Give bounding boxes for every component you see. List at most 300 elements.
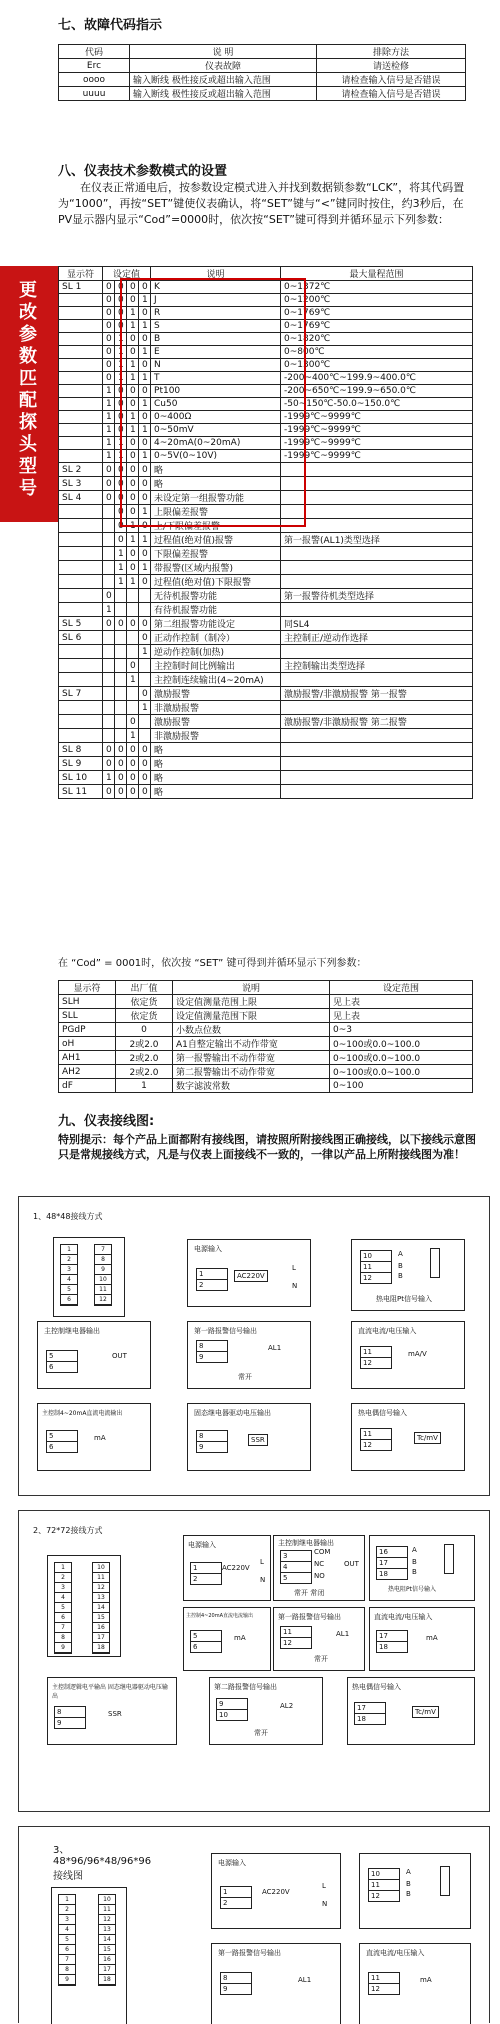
range-cell	[281, 603, 473, 617]
table-row	[59, 1037, 473, 1051]
cell: 请检查输入信号是否错误	[317, 87, 466, 101]
col-header: 显示符	[59, 981, 116, 995]
dc-input-diagram: 直流电流/电压输入 11 12 mA	[359, 1943, 471, 2024]
range-cell	[281, 561, 473, 575]
signal-label: Tc/mV	[414, 1432, 441, 1444]
cell: PGdP	[59, 1023, 116, 1037]
setting-digit: 0	[127, 617, 139, 631]
description-cell: R	[151, 307, 281, 320]
setting-digit	[103, 715, 115, 729]
setting-digit: 0	[139, 575, 151, 589]
display-symbol	[59, 307, 103, 320]
setting-digit: 0	[115, 617, 127, 631]
terminal-strip-right: 10 11 12 13 14 15 16 17 18	[98, 1894, 116, 1986]
alarm-output-diagram: 第一路报警信号输出 8 9 AL1	[211, 1943, 341, 2024]
setting-digit: 0	[139, 771, 151, 785]
setting-digit	[103, 631, 115, 645]
rtd-input-diagram: 10 11 12 A B B 热电阻Pt信号输入	[351, 1239, 465, 1311]
setting-digit	[115, 673, 127, 687]
setting-digit	[139, 603, 151, 617]
col-header: 说明	[173, 981, 330, 995]
terminal: 11 12	[280, 1626, 312, 1649]
display-symbol	[59, 603, 103, 617]
display-symbol: SL 6	[59, 631, 103, 645]
setting-digit: 0	[115, 398, 127, 411]
col-header: 出厂值	[116, 981, 173, 995]
cell: 请送检修	[317, 59, 466, 73]
setting-digit: 0	[115, 385, 127, 398]
setting-digit	[103, 561, 115, 575]
display-symbol	[59, 533, 103, 547]
setting-digit: 1	[139, 320, 151, 333]
description-cell: 下限偏差报警	[151, 547, 281, 561]
cell: AH2	[59, 1065, 116, 1079]
setting-digit: 0	[139, 547, 151, 561]
terminal: 5 6	[46, 1430, 78, 1453]
setting-digit	[103, 659, 115, 673]
setting-digit: 0	[127, 491, 139, 505]
setting-digit: 1	[127, 424, 139, 437]
display-symbol	[59, 729, 103, 743]
setting-digit: 0	[103, 757, 115, 771]
table-row	[59, 631, 473, 645]
setting-digit: 0	[103, 307, 115, 320]
table-row	[59, 1065, 473, 1079]
setting-digit: 0	[139, 477, 151, 491]
col-header: 设定范围	[330, 981, 473, 995]
setting-digit: 0	[139, 307, 151, 320]
setting-digit	[115, 645, 127, 659]
setting-digit: 0	[115, 281, 127, 294]
dc-input-diagram	[351, 1321, 465, 1389]
cell: 小数点位数	[173, 1023, 330, 1037]
description-cell: 无待机报警功能	[151, 589, 281, 603]
setting-digit: 0	[127, 743, 139, 757]
description-cell: 0~5V(0~10V)	[151, 450, 281, 463]
setting-digit	[115, 701, 127, 715]
setting-digit	[127, 645, 139, 659]
setting-digit	[127, 687, 139, 701]
setting-digit: 0	[139, 463, 151, 477]
setting-digit	[115, 715, 127, 729]
cell: oH	[59, 1037, 116, 1051]
display-symbol	[59, 320, 103, 333]
table-row	[59, 729, 473, 743]
setting-digit	[115, 631, 127, 645]
fault-table	[58, 44, 466, 101]
setting-digit: 1	[127, 359, 139, 372]
diagram-title: 第一路报警信号输出	[278, 1613, 341, 1621]
diagram-caption: 热电阻Pt信号输入	[376, 1295, 432, 1303]
panel-title: 1、48*48接线方式	[33, 1212, 103, 1221]
signal-label: mA/V	[408, 1350, 427, 1358]
setting-digit: 0	[103, 477, 115, 491]
description-cell: 过程值(绝对值)下限报警	[151, 575, 281, 589]
power-input-diagram	[187, 1239, 311, 1307]
terminal-strip-left: 1 2 3 4 5 6 7 8 9	[58, 1894, 76, 1986]
table-row	[59, 785, 473, 799]
setting-digit: 1	[139, 450, 151, 463]
setting-digit: 0	[127, 715, 139, 729]
setting-digit	[127, 701, 139, 715]
resistor-icon	[430, 1248, 440, 1278]
setting-digit: 1	[127, 533, 139, 547]
description-cell: J	[151, 294, 281, 307]
display-symbol	[59, 450, 103, 463]
terminal: 9 10	[216, 1698, 248, 1721]
setting-digit	[139, 589, 151, 603]
setting-digit: 0	[139, 359, 151, 372]
table-row	[59, 757, 473, 771]
range-cell	[281, 477, 473, 491]
resistor-icon	[444, 1544, 454, 1574]
cell: uuuu	[59, 87, 130, 101]
setting-digit: 0	[139, 437, 151, 450]
terminal-strip-right: 10 11 12 13 14 15 16 17 18	[92, 1562, 110, 1654]
resistor-icon	[440, 1866, 450, 1896]
description-cell: E	[151, 346, 281, 359]
description-cell: 主控制连续输出(4~20mA)	[151, 673, 281, 687]
cell: 见上表	[330, 1009, 473, 1023]
thermocouple-input-diagram: 热电偶信号输入 17 18 Tc/mV	[347, 1677, 475, 1745]
terminal: 10 11 12	[360, 1250, 392, 1284]
setting-digit: 0	[115, 533, 127, 547]
setting-digit: 0	[127, 547, 139, 561]
col-header: 代码	[59, 45, 130, 59]
cell: SLH	[59, 995, 116, 1009]
line-label: L	[292, 1264, 296, 1272]
description-cell: 第二组报警功能设定	[151, 617, 281, 631]
relay-output-diagram: 主控制继电器输出 3 4 5 COM NC NO OUT 常开 常闭	[273, 1535, 365, 1601]
setting-digit	[103, 687, 115, 701]
table-row	[59, 673, 473, 687]
range-cell	[281, 491, 473, 505]
diagram-title: 直流电流/电压输入	[358, 1327, 417, 1335]
setting-digit	[115, 589, 127, 603]
diagram-caption: 常开 常闭	[294, 1589, 325, 1597]
table-row	[59, 715, 473, 729]
dc-input-diagram: 直流电流/电压输入 17 18 mA	[369, 1607, 475, 1671]
cell: 设定值测量范围上限	[173, 995, 330, 1009]
description-cell: 主控制时间比例输出	[151, 659, 281, 673]
setting-digit: 1	[115, 561, 127, 575]
range-cell: -1999℃~9999℃	[281, 437, 473, 450]
cell: AH1	[59, 1051, 116, 1065]
display-symbol	[59, 547, 103, 561]
range-cell	[281, 547, 473, 561]
setting-digit	[115, 687, 127, 701]
table-row	[59, 687, 473, 701]
thermocouple-input-diagram	[351, 1403, 465, 1471]
setting-digit	[139, 729, 151, 743]
range-cell: -50~150℃-50.0~150.0℃	[281, 398, 473, 411]
diagram-title: 直流电流/电压输入	[374, 1613, 433, 1621]
setting-digit: 0	[127, 659, 139, 673]
power-input-diagram: 电源输入 1 2 AC220V L N	[211, 1853, 341, 1929]
cell: 0~100或0.0~100.0	[330, 1065, 473, 1079]
rtd-input-diagram: 16 17 18 A B B 热电阻Pt信号输入	[369, 1535, 475, 1601]
setting-digit: 1	[115, 346, 127, 359]
setting-digit: 1	[103, 450, 115, 463]
setting-digit: 0	[115, 785, 127, 799]
setting-digit: 0	[115, 505, 127, 519]
setting-digit	[115, 729, 127, 743]
diagram-title: 主控制4~20mA直流电流输出	[42, 1410, 123, 1417]
table-row	[59, 533, 473, 547]
terminal: 8 9	[54, 1706, 86, 1729]
setting-digit	[127, 631, 139, 645]
setting-digit: 0	[139, 411, 151, 424]
display-symbol	[59, 333, 103, 346]
range-cell	[281, 575, 473, 589]
setting-digit	[115, 603, 127, 617]
range-cell	[281, 701, 473, 715]
cell: 第一报警输出不动作带宽	[173, 1051, 330, 1065]
setting-digit: 0	[115, 424, 127, 437]
setting-digit	[103, 547, 115, 561]
setting-digit: 1	[127, 411, 139, 424]
display-symbol	[59, 561, 103, 575]
description-cell: 略	[151, 463, 281, 477]
setting-digit: 0	[127, 398, 139, 411]
setting-digit: 0	[115, 477, 127, 491]
cell: 0~100或0.0~100.0	[330, 1037, 473, 1051]
display-symbol	[59, 505, 103, 519]
table-row	[59, 1079, 473, 1093]
setting-digit: 1	[139, 346, 151, 359]
description-cell: 略	[151, 785, 281, 799]
setting-digit: 0	[139, 617, 151, 631]
cell: 依定货	[116, 995, 173, 1009]
setting-digit: 1	[103, 385, 115, 398]
range-cell: 激励报警/非激励报警 第一报警	[281, 687, 473, 701]
table-row	[59, 1009, 473, 1023]
rtd-input-diagram: 10 11 12 A B B	[359, 1853, 471, 1929]
cell: 输入断线 极性接反或超出输入范围	[130, 87, 317, 101]
wiring-panel-48x96	[18, 1826, 490, 2023]
range-cell: 0~1372℃	[281, 281, 473, 294]
neutral-label: N	[292, 1282, 298, 1290]
range-cell: 主控制输出类型选择	[281, 659, 473, 673]
description-cell: K	[151, 281, 281, 294]
setting-digit: 1	[139, 294, 151, 307]
terminal: 17 18	[376, 1630, 408, 1653]
range-cell: 第一报警待机类型选择	[281, 589, 473, 603]
setting-digit: 1	[103, 411, 115, 424]
diagram-title: 主控制4~20mA直流电流输出	[186, 1613, 254, 1619]
terminal: 17 18	[354, 1702, 386, 1725]
display-symbol	[59, 673, 103, 687]
setting-digit: 1	[139, 645, 151, 659]
table-row	[59, 603, 473, 617]
cell: dF	[59, 1079, 116, 1093]
terminal: 8 9	[196, 1430, 228, 1453]
setting-digit: 0	[127, 505, 139, 519]
terminal-strip-right: 7 8 9 10 11 12	[94, 1244, 112, 1306]
line-label: L	[260, 1558, 264, 1566]
cell: 依定货	[116, 1009, 173, 1023]
description-cell: 非激励报警	[151, 701, 281, 715]
range-cell	[281, 463, 473, 477]
side-label-bar	[0, 266, 58, 522]
display-symbol	[59, 424, 103, 437]
setting-digit: 0	[127, 346, 139, 359]
setting-digit: 0	[115, 771, 127, 785]
setting-digit: 1	[115, 437, 127, 450]
setting-digit: 0	[115, 463, 127, 477]
terminal-block	[47, 1555, 121, 1657]
side-label: 更改参数匹配探头型号	[19, 280, 37, 499]
terminal: 3 4 5	[280, 1550, 312, 1584]
panel-title: 2、72*72接线方式	[33, 1526, 103, 1535]
col-header: 显示符	[59, 267, 103, 281]
setting-digit: 0	[103, 346, 115, 359]
cell: 0	[116, 1023, 173, 1037]
cell: 0~3	[330, 1023, 473, 1037]
terminal-block	[51, 1887, 127, 2024]
alarm-label: AL1	[268, 1344, 282, 1352]
cell: 2或2.0	[116, 1065, 173, 1079]
range-cell	[281, 743, 473, 757]
setting-digit: 1	[115, 450, 127, 463]
sec7-title: 七、故障代码指示	[58, 18, 163, 33]
setting-digit: 0	[103, 294, 115, 307]
range-cell: -200~650℃~199.9~650.0℃	[281, 385, 473, 398]
setting-digit: 0	[103, 785, 115, 799]
setting-digit: 1	[103, 771, 115, 785]
display-symbol	[59, 411, 103, 424]
display-symbol	[59, 346, 103, 359]
setting-digit: 0	[115, 294, 127, 307]
display-symbol	[59, 589, 103, 603]
ma-output-diagram: 主控制4~20mA直流电流输出 5 6 mA	[183, 1607, 271, 1671]
description-cell: 0~400Ω	[151, 411, 281, 424]
table-row	[59, 659, 473, 673]
setting-digit: 0	[127, 757, 139, 771]
cell: oooo	[59, 73, 130, 87]
cell: 输入断线 极性接反或超出输入范围	[130, 73, 317, 87]
setting-digit: 1	[139, 505, 151, 519]
display-symbol: SL 1	[59, 281, 103, 294]
wiring-panel-48x48	[18, 1196, 490, 1496]
diagram-title: 第一路报警信号输出	[218, 1949, 281, 1957]
cell: SLL	[59, 1009, 116, 1023]
description-cell: T	[151, 372, 281, 385]
description-cell: Pt100	[151, 385, 281, 398]
setting-digit: 0	[103, 359, 115, 372]
table-row	[59, 771, 473, 785]
setting-digit: 0	[139, 757, 151, 771]
range-cell	[281, 519, 473, 533]
setting-digit: 0	[127, 785, 139, 799]
sec8-title: 八、仪表技术参数模式的设置	[58, 164, 228, 179]
description-cell: N	[151, 359, 281, 372]
setting-digit: 1	[127, 673, 139, 687]
setting-digit: 0	[103, 589, 115, 603]
terminal: 11 12	[360, 1428, 392, 1451]
description-cell: 0~50mV	[151, 424, 281, 437]
cell: 2或2.0	[116, 1037, 173, 1051]
cell: Erc	[59, 59, 130, 73]
terminal: 10 11 12	[368, 1868, 400, 1902]
terminal: 8 9	[196, 1340, 228, 1363]
terminal: 1 2	[190, 1562, 222, 1585]
table-row	[59, 1051, 473, 1065]
diagram-title: 主控制继电器输出	[278, 1539, 334, 1547]
relay-output-diagram	[37, 1321, 151, 1389]
table-row	[59, 1023, 473, 1037]
display-symbol: SL 4	[59, 491, 103, 505]
description-cell: 非激励报警	[151, 729, 281, 743]
setting-digit: 1	[127, 519, 139, 533]
wiring-panel-72x72	[18, 1510, 490, 1812]
setting-digit: 1	[115, 575, 127, 589]
cell: 0~100或0.0~100.0	[330, 1051, 473, 1065]
setting-digit	[103, 645, 115, 659]
display-symbol: SL 2	[59, 463, 103, 477]
sec9-title: 九、仪表接线图:	[58, 1114, 155, 1129]
panel-title: 3、48*96/96*48/96*96 接线图	[53, 1845, 152, 1882]
setting-digit: 1	[115, 547, 127, 561]
terminal: 11 12	[368, 1972, 400, 1995]
diagram-title: 主控制逻辑电平输出 固态继电器驱动电压输出	[52, 1684, 168, 1700]
setting-digit: 0	[103, 463, 115, 477]
cod-table	[58, 980, 473, 1093]
range-cell: 0~800℃	[281, 346, 473, 359]
setting-digit: 1	[103, 424, 115, 437]
display-symbol	[59, 519, 103, 533]
setting-digit: 1	[103, 603, 115, 617]
setting-digit: 0	[127, 333, 139, 346]
setting-digit: 1	[115, 333, 127, 346]
cell: 1	[116, 1079, 173, 1093]
setting-digit	[139, 673, 151, 687]
range-cell	[281, 505, 473, 519]
setting-digit: 1	[139, 701, 151, 715]
alarm-output-diagram: 第一路报警信号输出 11 12 AL1 常开	[273, 1607, 365, 1671]
description-cell: 4~20mA(0~20mA)	[151, 437, 281, 450]
display-symbol: SL 5	[59, 617, 103, 631]
col-header: 说 明	[130, 45, 317, 59]
setting-digit	[103, 673, 115, 687]
diagram-title: 直流电流/电压输入	[366, 1949, 425, 1957]
setting-digit: 0	[103, 617, 115, 631]
setting-digit: 0	[139, 631, 151, 645]
display-symbol: SL 11	[59, 785, 103, 799]
description-cell: 上限偏差报警	[151, 505, 281, 519]
table-row	[59, 589, 473, 603]
display-symbol	[59, 715, 103, 729]
setting-digit: 1	[103, 398, 115, 411]
setting-digit: 1	[115, 372, 127, 385]
cell: 数字滤波常数	[173, 1079, 330, 1093]
terminal: 5 6	[46, 1350, 78, 1373]
range-cell: -1999℃~9999℃	[281, 411, 473, 424]
setting-digit	[103, 729, 115, 743]
col-header: 最大量程范围	[281, 267, 473, 281]
setting-digit: 0	[139, 785, 151, 799]
setting-digit: 0	[115, 757, 127, 771]
display-symbol: SL 10	[59, 771, 103, 785]
table-row	[59, 995, 473, 1009]
setting-digit: 0	[103, 372, 115, 385]
cell: A1自整定输出不动作带宽	[173, 1037, 330, 1051]
range-cell: -1999℃~9999℃	[281, 450, 473, 463]
diagram-title: 固态继电器驱动电压输出	[194, 1409, 271, 1417]
terminal: 1 2	[196, 1268, 228, 1291]
setting-digit	[103, 505, 115, 519]
setting-digit: 0	[127, 477, 139, 491]
